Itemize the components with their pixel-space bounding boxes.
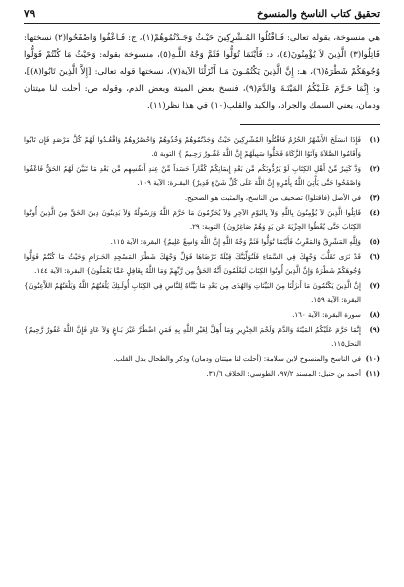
footnote-number: (٧) (369, 281, 380, 290)
page-number: ٧٩ (24, 8, 36, 20)
footnote-4 (24, 206, 380, 234)
running-header (24, 8, 380, 24)
footnote-2 (24, 162, 380, 190)
footnote-number: (٩) (369, 325, 380, 334)
footnote-number: (٤) (369, 208, 380, 217)
footnote-text: قَدْ نَرَى تَقَلُّبَ وَجْهِكَ فِي السَّمَاءِ فَلَنُوَلِّيَنَّكَ قِبْلَةً تَرْضَاهَا فَوَلِّ وَجْهَكَ شَطْرَ المَسْجِدِ الحَـرَامِ وَحَيْثُ مَا كُنْتُمْ فَوَلُّوا وُجُوهَكُمْ شَطْرَهُ وَإِنَّ الَّذِينَ أُوتُوا الكِتَابَ لَيَعْلَمُونَ أَنَّهُ الحَقُّ مِن رَّبِّهِمْ وَمَا اللَّهُ بِغَافِلٍ عَمَّا يَعْمَلُونَ} البقرة: الآية ١٤٤. (24, 252, 361, 275)
footnote-text: أحمد بن حنبل: المسند ٩٧/٢، الطوسي: الخلاف ٣١/٦. (206, 369, 361, 378)
footnote-5 (24, 235, 380, 249)
footnote-number: (١١) (365, 369, 380, 378)
footnote-9 (24, 323, 380, 351)
footnote-number: (٢) (369, 164, 380, 173)
footnote-10 (24, 352, 380, 366)
footnote-text: وَدَّ كَثِيرٌ مِّنْ أَهْلِ الكِتَابِ لَوْ يَرُدُّونَكُم مِّن بَعْدِ إِيمَانِكُمْ كُفَّاراً حَسَداً مِّنْ عِندِ أَنفُسِهِم مِّن بَعْدِ مَا تَبَيَّنَ لَهُمُ الحَقُّ فَاعْفُوا وَاصْفَحُوا حَتَّى يَأْتِيَ اللَّهُ بِأَمْرِهِ إِنَّ اللَّهَ عَلَى كُلِّ شَيْءٍ قَدِيرٌ} البقـرة: الآية ١٠٩. (24, 164, 361, 187)
footnote-text: إِنَّمَا حَرَّمَ عَلَيْكُمُ المَيْتَةَ وَالدَّمَ وَلَحْمَ الخِنْزِيرِ وَمَا أُهِلَّ لِغَيْرِ اللَّهِ بِهِ فَمَنِ اضْطُرَّ غَيْرَ بَـاغٍ وَلاَ عَادٍ فَإِنَّ اللَّهَ غَفُورٌ رَّحِيمٌ} النحل١١٥. (24, 325, 361, 348)
footnote-number: (١٠) (365, 354, 380, 363)
footnote-number: (١) (369, 135, 380, 144)
footnote-3 (24, 191, 380, 205)
footnote-1 (24, 133, 380, 161)
header-title: تحقيق كتاب الناسخ والمنسوخ (256, 9, 380, 20)
footnote-text: في الناسخ والمنسوخ لابن سلامة: (أحلت لنا ميتتان ودمان) وذكر والطحال بدل القلب. (113, 354, 361, 363)
footnote-text: فَإِذَا انسَلَخَ الأَشْهُرُ الحُرُمُ فَاقْتُلُوا المُشْرِكِينَ حَيْثُ وَجَدْتُمُوهُمْ وَخُذُوهُمْ وَاحْصُرُوهُمْ وَاقْعُـدُوا لَهُمْ كُلَّ مَرْصَدٍ فَإِن تَابُوا وَأَقَامُوا الصَّلاَةَ وَآتَوُا الزَّكَاةَ فَخَلُّوا سَبِيلَهُمْ إِنَّ اللَّهَ غَفُـورٌ رَحِـيمٌ } التوبة ٥. (24, 135, 361, 158)
footnote-number: (٣) (369, 193, 380, 202)
footnote-6 (24, 250, 380, 278)
body-paragraph: هي منسوخة، بقوله تعالى: فَـاقْتُلُوا المُـشْرِكِينَ حَيْـثُ وَجَـدْتُمُوهُمْ(١)، ج: فَـاعْفُوا وَاصْفَحُوا(٢) نسختها: قَاتِلُوا(٣) الَّذِينَ لاَ يُؤْمِنُونَ(٤)، د: فَأَيْنَمَا تُوَلُّوا فَثَمَّ وَجْهُ اللَّـهِ(٥)، منسوخة بقوله: وَحَيْثُ مَا كُنْتُمْ فَوَلُّوا وُجُوهَكُمْ شَطْرَهُ(٦)، هـ: إِنَّ الَّذِينَ يَكْتُمُـونَ مَـا أَنْزَلْنَا الآية(٧)، نسختها قوله تعالى: [إِلاَّ الَّذِينَ تَابُوا(٨)]، و: إِنَّمَا حَـرَّمَ عَلَـيْكُمُ المَيْتَـةَ وَالدَّمَ(٩)، فنسخ بعض الميتة وبعض الدم، وقوله ص: أحلت لنا ميتتان ودمان، يعني السمك والجراد، والكبد والقلب(١٠) في هذا نظر(١١). (24, 33, 381, 111)
footnote-number: (٦) (369, 252, 380, 261)
footnote-11 (24, 367, 380, 381)
footnotes-list (24, 133, 380, 381)
footnote-number: (٥) (369, 237, 380, 246)
footnote-text: قَاتِلُوا الَّذِينَ لاَ يُؤْمِنُونَ بِاللَّهِ وَلاَ بِاليَوْمِ الآخِرِ وَلاَ يُحَرِّمُونَ مَا حَرَّمَ اللَّهُ وَرَسُولُهُ وَلاَ يَدِينُونَ دِينَ الحَقِّ مِنَ الَّذِينَ أُوتُوا الكِتَابَ حَتَّى يُعْطُوا الجِزْيَةَ عَن يَدٍ وَهُمْ صَاغِرُونَ} التوبة: ٢٩. (24, 208, 361, 231)
footnote-7 (24, 279, 380, 307)
footnote-text: سورة البقرة: الآية ١٦٠. (292, 310, 361, 319)
footnote-text: وَلِلَّهِ المَشْرِقُ وَالمَغْرِبُ فَأَيْنَمَا تُوَلُّوا فَثَمَّ وَجْهُ اللَّهِ إِنَّ اللَّهَ وَاسِعٌ عَلِيمٌ} البقرة: الآية ١١٥. (110, 237, 361, 246)
footnote-text: في الأصل (فاقتلوا) تصحيف من الناسخ، والمثبت هو الصحيح. (184, 193, 361, 202)
footnote-number: (٨) (369, 310, 380, 319)
footnote-text: إِنَّ الَّذِينَ يَكْتُمُونَ مَا أَنزَلْنَا مِنَ البَيِّنَاتِ وَالهُدَى مِن بَعْدِ مَا بَيَّنَّاهُ لِلنَّاسِ فِي الكِتَابِ أُولَـئِكَ يَلْعَنُهُمُ اللَّهُ وَيَلْعَنُهُمُ اللاَّعِنُونَ} البقرة: الآية ١٥٩. (24, 281, 361, 304)
footnote-8 (24, 308, 380, 322)
footnote-separator (240, 124, 380, 125)
